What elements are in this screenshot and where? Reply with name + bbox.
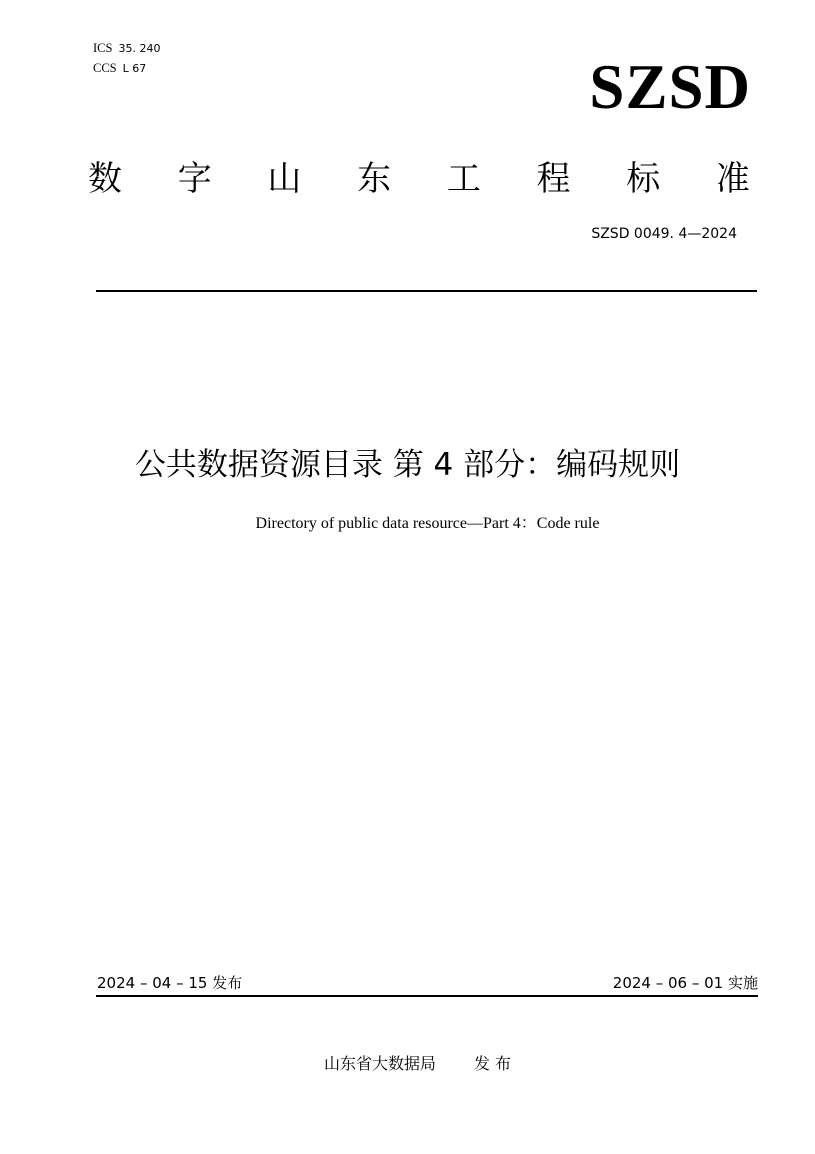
issue-date: 2024 – 04 – 15 发布: [97, 974, 243, 992]
publisher-action: 发 布: [473, 1054, 512, 1073]
ics-value: 35. 240: [118, 42, 161, 55]
bottom-divider: [96, 995, 758, 997]
publisher-line: [0, 1052, 815, 1076]
document-title-zh: 公共数据资源目录 第 4 部分：编码规则: [134, 447, 681, 483]
top-divider: [96, 290, 757, 292]
ccs-code: [93, 61, 146, 76]
standard-type-heading: [88, 156, 750, 202]
document-title-en: Directory of public data resource—Part 4：Code rule: [255, 515, 600, 532]
brand-mark: SZSD: [589, 52, 751, 122]
ccs-value: L 67: [122, 62, 147, 75]
standard-type-char: 工: [446, 159, 481, 199]
implementation-date: 2024 – 06 – 01 实施: [612, 974, 758, 992]
ics-code: [93, 41, 160, 56]
publisher-name: 山东省大数据局: [323, 1054, 436, 1073]
ccs-label: CCS: [93, 61, 117, 75]
standard-type-char: 字: [177, 159, 212, 199]
standard-type-char: 标: [626, 159, 661, 199]
standard-type-char: 东: [357, 159, 392, 199]
standard-type-char: 准: [715, 159, 750, 199]
standard-type-char: 数: [88, 159, 122, 199]
standard-type-char: 程: [536, 159, 571, 199]
standard-type-char: 山: [267, 159, 302, 199]
standard-number: SZSD 0049. 4—2024: [591, 226, 737, 242]
ics-label: ICS: [93, 41, 113, 55]
